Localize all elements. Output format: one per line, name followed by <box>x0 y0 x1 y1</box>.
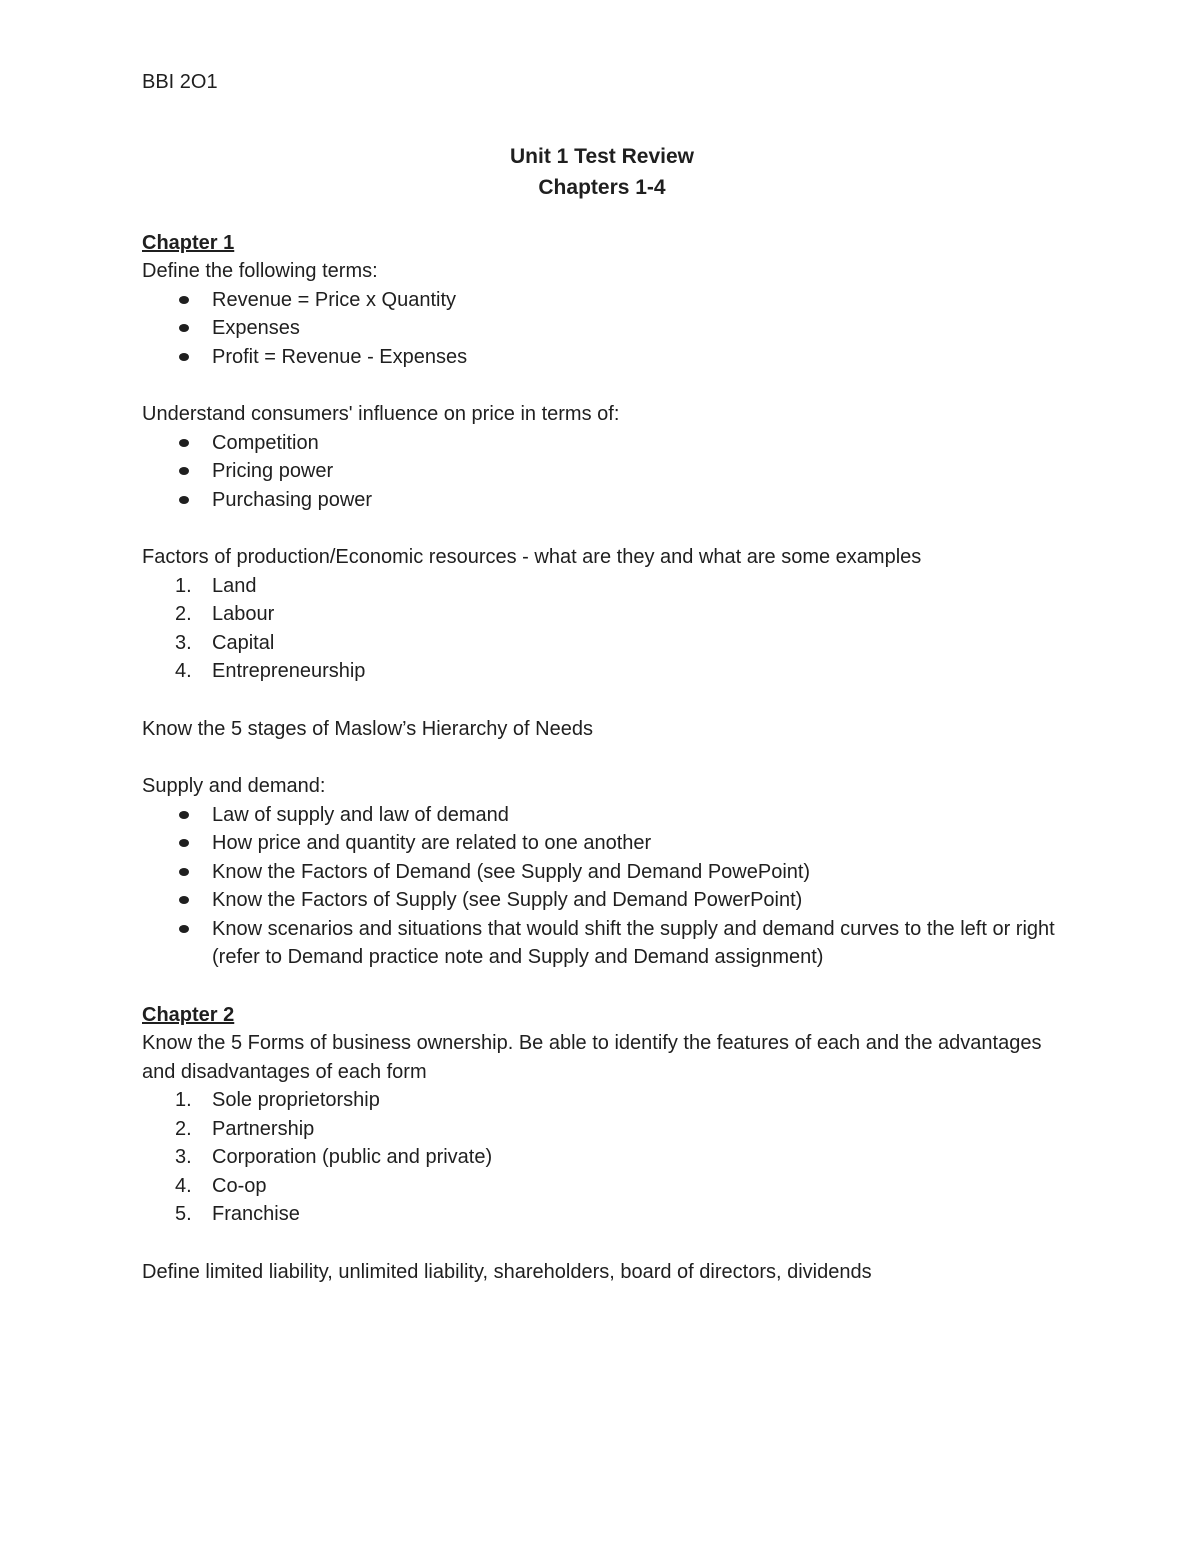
list-item-text: Co-op <box>212 1174 267 1197</box>
list-item-text: Competition <box>212 431 319 454</box>
list-item <box>142 657 1062 686</box>
list-item-text: Entrepreneurship <box>212 660 366 682</box>
list-item-text: Know scenarios and situations that would shift the supply and demand curves to the left or right (refer to Demand practice note and Supply and Demand assignment) <box>212 917 1055 968</box>
list-item-text: How price and quantity are related to one another <box>212 832 652 854</box>
chapter-2-section <box>142 1001 1062 1287</box>
bullet-icon <box>179 324 189 332</box>
list-item <box>142 600 1062 629</box>
bullet-icon <box>179 868 189 876</box>
bullet-icon <box>179 467 189 475</box>
bullet-icon <box>179 439 189 447</box>
list-item <box>142 314 1062 343</box>
list-item <box>142 629 1062 658</box>
forms-of-ownership-intro: Know the 5 Forms of business ownership. Be able to identify the features of each and the advantages and disadvantages of each form <box>142 1032 1042 1083</box>
list-item-text: Purchasing power <box>212 488 373 511</box>
list-item <box>142 1172 1062 1201</box>
list-item-text: Pricing power <box>212 460 334 482</box>
list-item <box>142 1086 1062 1115</box>
chapter-1-section <box>142 229 1062 972</box>
bullet-icon <box>179 496 189 504</box>
list-item <box>142 829 1062 858</box>
list-item-text: Know the Factors of Supply (see Supply and Demand PowerPoint) <box>212 889 803 911</box>
maslow-paragraph: Know the 5 stages of Maslow’s Hierarchy of Needs <box>142 717 593 740</box>
supply-demand-list <box>142 801 1062 972</box>
list-item-text: Land <box>212 574 257 597</box>
supply-demand-intro: Supply and demand: <box>142 775 326 797</box>
document-subtitle: Chapters 1-4 <box>538 175 666 199</box>
list-number: 4. <box>175 660 192 682</box>
bullet-icon <box>179 896 189 904</box>
list-item-text: Sole proprietorship <box>212 1089 380 1111</box>
define-liability-terms: Define limited liability, unlimited liability, shareholders, board of directors, dividends <box>142 1260 872 1283</box>
list-item <box>142 286 1062 315</box>
bullet-icon <box>179 353 189 361</box>
list-item <box>142 572 1062 601</box>
document-page <box>142 68 1062 1286</box>
define-terms-list <box>142 286 1062 372</box>
list-number: 2. <box>175 603 192 625</box>
list-item <box>142 457 1062 486</box>
list-item <box>142 429 1062 458</box>
list-item <box>142 915 1062 972</box>
document-title: Unit 1 Test Review <box>510 144 694 168</box>
list-item-text: Franchise <box>212 1203 300 1225</box>
chapter-1-heading: Chapter 1 <box>142 231 235 254</box>
factors-of-production-list <box>142 572 1062 686</box>
list-item <box>142 801 1062 830</box>
list-number: 4. <box>175 1174 192 1197</box>
list-number: 5. <box>175 1203 192 1225</box>
list-item <box>142 1143 1062 1172</box>
list-item <box>142 486 1062 515</box>
course-code: BBI 2O1 <box>142 71 218 93</box>
list-item <box>142 886 1062 915</box>
list-number: 3. <box>175 631 192 654</box>
bullet-icon <box>179 811 189 819</box>
title-block <box>142 141 1062 203</box>
list-item-text: Partnership <box>212 1117 315 1140</box>
consumers-influence-list <box>142 429 1062 515</box>
forms-of-ownership-list <box>142 1086 1062 1229</box>
chapter-2-heading: Chapter 2 <box>142 1003 235 1026</box>
list-number: 1. <box>175 1089 192 1111</box>
bullet-icon <box>179 925 189 933</box>
bullet-icon <box>179 839 189 847</box>
define-terms-intro: Define the following terms: <box>142 260 378 282</box>
list-item-text: Capital <box>212 631 275 654</box>
list-item-text: Revenue = Price x Quantity <box>212 288 457 311</box>
list-item-text: Law of supply and law of demand <box>212 803 509 826</box>
list-item <box>142 858 1062 887</box>
list-item <box>142 1200 1062 1229</box>
list-number: 1. <box>175 574 192 597</box>
list-item-text: Labour <box>212 603 275 625</box>
list-number: 2. <box>175 1117 192 1140</box>
factors-of-production-intro: Factors of production/Economic resources - what are they and what are some examples <box>142 546 922 568</box>
list-item <box>142 343 1062 372</box>
list-item-text: Corporation (public and private) <box>212 1146 493 1168</box>
consumers-influence-intro: Understand consumers' influence on price in terms of: <box>142 403 620 425</box>
list-item-text: Know the Factors of Demand (see Supply and Demand PowePoint) <box>212 860 811 883</box>
bullet-icon <box>179 296 189 304</box>
list-item-text: Expenses <box>212 317 300 339</box>
list-item-text: Profit = Revenue - Expenses <box>212 345 468 368</box>
list-item <box>142 1115 1062 1144</box>
list-number: 3. <box>175 1146 192 1168</box>
